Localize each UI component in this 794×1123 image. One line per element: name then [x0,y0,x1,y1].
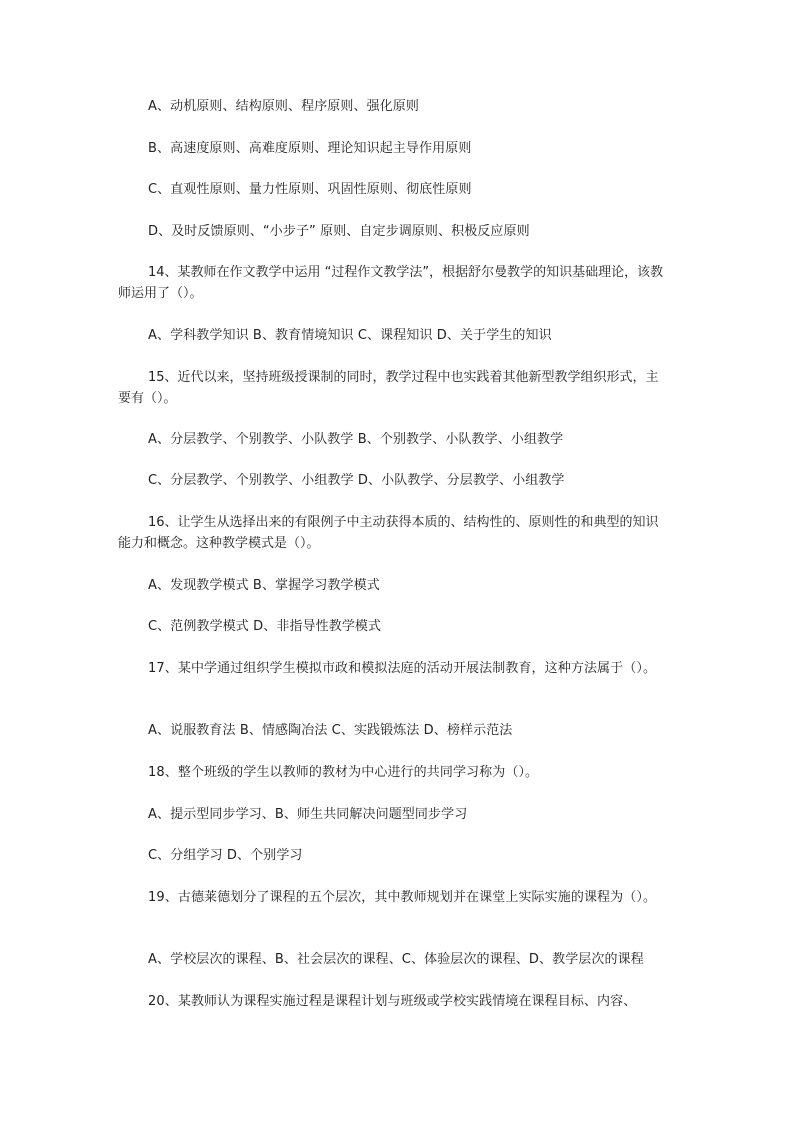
q20-stem: 20、某教师认为课程实施过程是课程计划与班级或学校实践情境在课程目标、内容、 [148,994,637,1009]
q15-options-ab: A、分层教学、个别教学、小队教学 B、个别教学、小队教学、小组教学 [148,432,564,447]
q13-option-b: B、高速度原则、高难度原则、理论知识起主导作用原则 [148,141,472,156]
q15-options-cd: C、分层教学、个别教学、小组教学 D、小队教学、分层教学、小组教学 [148,473,565,488]
q13-option-d: D、及时反馈原则、“小步子” 原则、自定步调原则、积极反应原则 [148,224,530,239]
q19-stem: 19、古德莱德划分了课程的五个层次，其中教师规划并在课堂上实际实施的课程为（）。 [148,890,657,905]
q16-options-cd: C、范例教学模式 D、非指导性教学模式 [148,619,382,634]
q18-options-ab: A、提示型同步学习、B、师生共同解决问题型同步学习 [148,807,468,822]
q15-stem: 15、近代以来，坚持班级授课制的同时，教学过程中也实践着其他新型教学组织形式，主要有（）。 [118,370,659,406]
q14-stem: 14、某教师在作文教学中运用 “过程作文教学法”，根据舒尔曼教学的知识基础理论，该教师运用了（）。 [118,265,664,301]
q16-stem: 16、让学生从选择出来的有限例子中主动获得本质的、结构性的、原则性的和典型的知识能力和概念。这种教学模式是（）。 [118,515,659,551]
q13-option-c: C、直观性原则、量力性原则、巩固性原则、彻底性原则 [148,182,472,197]
q13-option-a: A、动机原则、结构原则、程序原则、强化原则 [148,99,419,114]
q14-options: A、学科教学知识 B、教育情境知识 C、课程知识 D、关于学生的知识 [148,328,552,343]
q18-options-cd: C、分组学习 D、个别学习 [148,848,303,863]
q18-stem: 18、整个班级的学生以教师的教材为中心进行的共同学习称为（）。 [148,765,539,780]
q17-stem: 17、某中学通过组织学生模拟市政和模拟法庭的活动开展法制教育，这种方法属于（）。 [148,661,657,676]
q16-options-ab: A、发现教学模式 B、掌握学习教学模式 [148,578,380,593]
q19-options: A、学校层次的课程、B、社会层次的课程、C、体验层次的课程、D、教学层次的课程 [148,952,644,967]
q17-options: A、说服教育法 B、情感陶冶法 C、实践锻炼法 D、榜样示范法 [148,723,513,738]
